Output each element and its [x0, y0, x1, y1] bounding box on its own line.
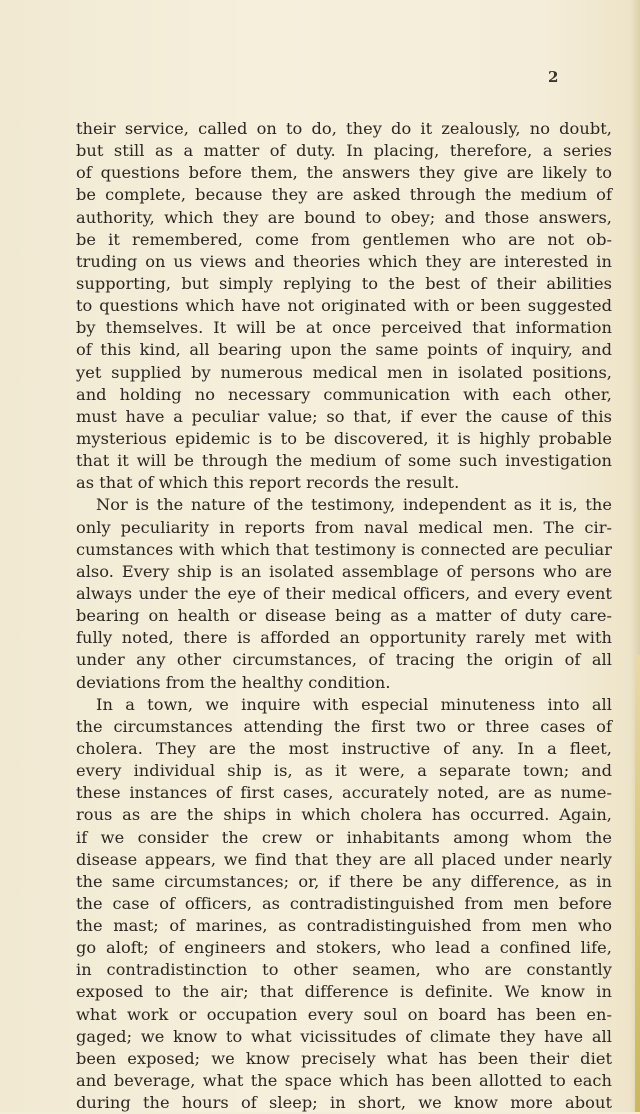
text-line: yet supplied by numerous medical men in isolated positions, [76, 362, 612, 382]
text-line: the case of officers, as contradistinguished from men before [76, 893, 612, 913]
text-line: mysterious epidemic is to be discovered, it is highly probable [76, 428, 612, 448]
text-line: of questions before them, the answers they give are likely to [76, 163, 612, 183]
text-line: rous as are the ships in which cholera has occurred. Again, [76, 805, 612, 825]
text-line: disease appears, we find that they are all placed under nearly [76, 849, 612, 869]
text-line: supporting, but simply replying to the best of their abilities [76, 273, 612, 293]
text-line: to questions which have not originated with or been suggested [76, 296, 612, 316]
text-line: exposed to the air; that difference is definite. We know in [76, 982, 612, 1002]
text-line: what work or occupation every soul on board has been en- [76, 1004, 612, 1024]
text-line: must have a peculiar value; so that, if ever the cause of this [76, 406, 612, 426]
text-line: the circumstances attending the first two or three cases of [76, 716, 612, 736]
text-line: bearing on health or disease being as a matter of duty care- [76, 606, 612, 626]
text-line: in contradistinction to other seamen, who are constantly [76, 960, 612, 980]
text-line: be it remembered, come from gentlemen who are not ob- [76, 229, 612, 249]
page-edge-stain [635, 655, 640, 1112]
paragraph-end-line: deviations from the healthy condition. [76, 672, 391, 692]
text-line: under any other circumstances, of tracing the origin of all [76, 650, 612, 670]
text-line: by themselves. It will be at once perceived that information [76, 318, 612, 338]
text-line: cholera. They are the most instructive of any. In a fleet, [76, 738, 612, 758]
text-line: be complete, because they are asked through the medium of [76, 185, 612, 205]
text-line: been exposed; we know precisely what has been their diet [76, 1048, 612, 1068]
text-line: that it will be through the medium of some such investigation [76, 451, 612, 471]
paragraph-start-line: In a town, we inquire with especial minuteness into all [96, 694, 612, 714]
text-line: if we consider the crew or inhabitants among whom the [76, 827, 612, 847]
text-line: only peculiarity in reports from naval medical men. The cir- [76, 517, 612, 537]
text-line: gaged; we know to what vicissitudes of climate they have all [76, 1026, 612, 1046]
text-line: fully noted, there is afforded an opportunity rarely met with [76, 628, 612, 648]
paragraph-start-line: Nor is the nature of the testimony, independent as it is, the [96, 495, 612, 515]
text-line: their service, called on to do, they do it zealously, no doubt, [76, 119, 612, 138]
text-line: and beverage, what the space which has been allotted to each [76, 1071, 612, 1091]
body-text [76, 118, 612, 1114]
text-line: during the hours of sleep; in short, we know more about [76, 1093, 612, 1113]
text-line: the mast; of marines, as contradistinguished from men who [76, 916, 612, 936]
text-line: truding on us views and theories which they are interested in [76, 251, 612, 271]
text-line: go aloft; of engineers and stokers, who lead a confined life, [76, 938, 612, 958]
text-line: every individual ship is, as it were, a separate town; and [76, 761, 612, 781]
text-line: the same circumstances; or, if there be any difference, as in [76, 871, 612, 891]
paragraph-end-line: as that of which this report records the result. [76, 473, 460, 493]
text-line: authority, which they are bound to obey; and those answers, [76, 207, 612, 227]
text-line: but still as a matter of duty. In placing, therefore, a series [76, 141, 612, 161]
text-line: these instances of first cases, accurately noted, are as nume- [76, 783, 612, 803]
text-line: cumstances with which that testimony is connected are peculiar [76, 539, 612, 559]
page-number: 2 [548, 68, 559, 86]
text-line: of this kind, all bearing upon the same points of inquiry, and [76, 340, 612, 360]
text-line: always under the eye of their medical officers, and every event [76, 583, 612, 603]
text-line: and holding no necessary communication with each other, [76, 384, 612, 404]
text-line: also. Every ship is an isolated assemblage of persons who are [76, 561, 612, 581]
